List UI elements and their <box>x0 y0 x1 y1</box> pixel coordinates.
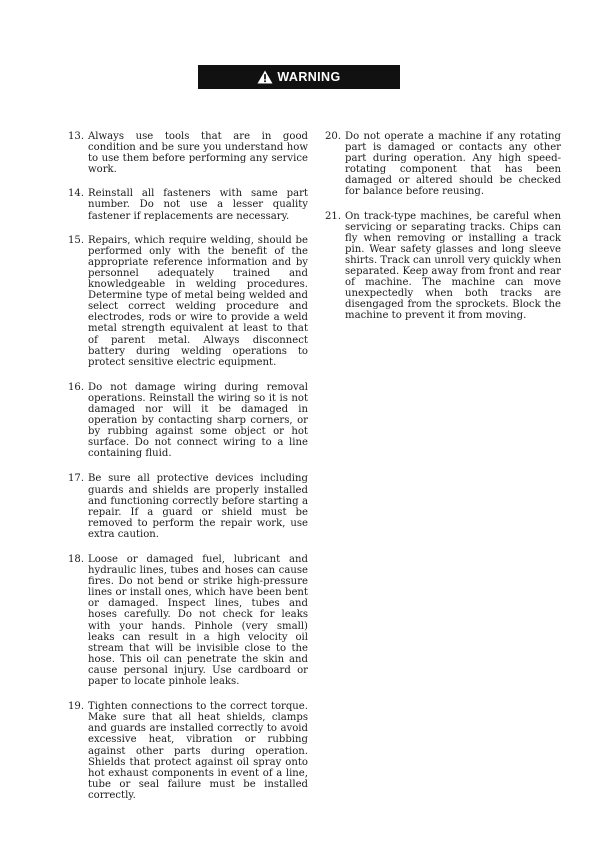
list-item <box>68 554 308 687</box>
item-text: Reinstall all fasteners with same part number. Do not use a lesser quality fastener if replacements are necessary. <box>88 188 308 222</box>
list-item <box>325 211 561 322</box>
warning-banner <box>198 65 400 89</box>
item-text: On track-type machines, be careful when servicing or separating tracks. Chips can fly when removing or installing a track pin. Wear safety glasses and long sleeve shirts. Track can unroll very quickly when separated. Keep away from front and rear of machine. The machine can move unexpectedly when both tracks are disengaged from the sprockets. Block the machine to prevent it from moving. <box>345 210 562 322</box>
item-text: Be sure all protective devices including guards and shields are properly installed and functioning correctly before starting a repair. If a guard or shield must be removed to perform the repair work, use extra caution. <box>88 473 308 540</box>
item-text: Repairs, which require welding, should be performed only with the benefit of the appropriate reference information and by personnel adequately trained and knowledgeable in welding procedures. Determine type of metal being welded and select correct welding procedure and electrodes, rods or wire to provide a weld metal strength equivalent at least to that of parent metal. Always disconnect battery during welding operations to protect sensitive electric equipment. <box>88 234 308 368</box>
item-number: 14. <box>68 188 85 200</box>
item-number: 13. <box>68 131 85 142</box>
warning-label: WARNING <box>277 70 341 84</box>
item-number: 18. <box>68 554 85 565</box>
list-item <box>68 701 308 801</box>
item-text: Do not damage wiring during removal operations. Reinstall the wiring so it is not damaged nor will it be damaged in operation by contacting sharp corners, or by rubbing against some object or hot surface. Do not connect wiring to a line containing fluid. <box>88 381 308 460</box>
list-item <box>68 382 308 460</box>
item-text: Always use tools that are in good condition and be sure you understand how to use them before performing any service work. <box>88 131 308 176</box>
warning-triangle-icon <box>257 70 273 84</box>
item-text: Loose or damaged fuel, lubricant and hydraulic lines, tubes and hoses can cause fires. Do not bend or strike high-pressure lines or install ones, which have been bent or damaged. Inspect lines, tubes and hoses carefully. Do not check for leaks with your hands. Pinhole (very small) leaks can result in a high velocity oil stream that will be invisible close to the hose. This oil can penetrate the skin and cause personal injury. Use cardboard or paper to locate pinhole leaks. <box>88 554 308 688</box>
item-number: 16. <box>68 381 85 393</box>
list-item <box>68 235 308 368</box>
item-number: 21. <box>325 210 342 222</box>
item-number: 17. <box>68 473 85 485</box>
right-column <box>325 131 561 322</box>
list-item <box>68 473 308 540</box>
item-text: Do not operate a machine if any rotating part is damaged or contacts any other part during operation. Any high speed-rotating component that has been damaged or altered should be checked for balance before reusing. <box>345 131 561 198</box>
item-number: 20. <box>325 131 342 142</box>
item-number: 15. <box>68 234 85 246</box>
list-item <box>68 188 308 221</box>
list-item <box>68 131 308 175</box>
left-column <box>68 131 308 801</box>
list-item <box>325 131 561 198</box>
item-number: 19. <box>68 701 85 713</box>
item-text: Tighten connections to the correct torque. Make sure that all heat shields, clamps and guards are installed correctly to avoid excessive heat, vibration or rubbing against other parts during operation. Shields that protect against oil spray onto hot exhaust components in event of a line, tube or seal failure must be installed correctly. <box>88 701 308 801</box>
